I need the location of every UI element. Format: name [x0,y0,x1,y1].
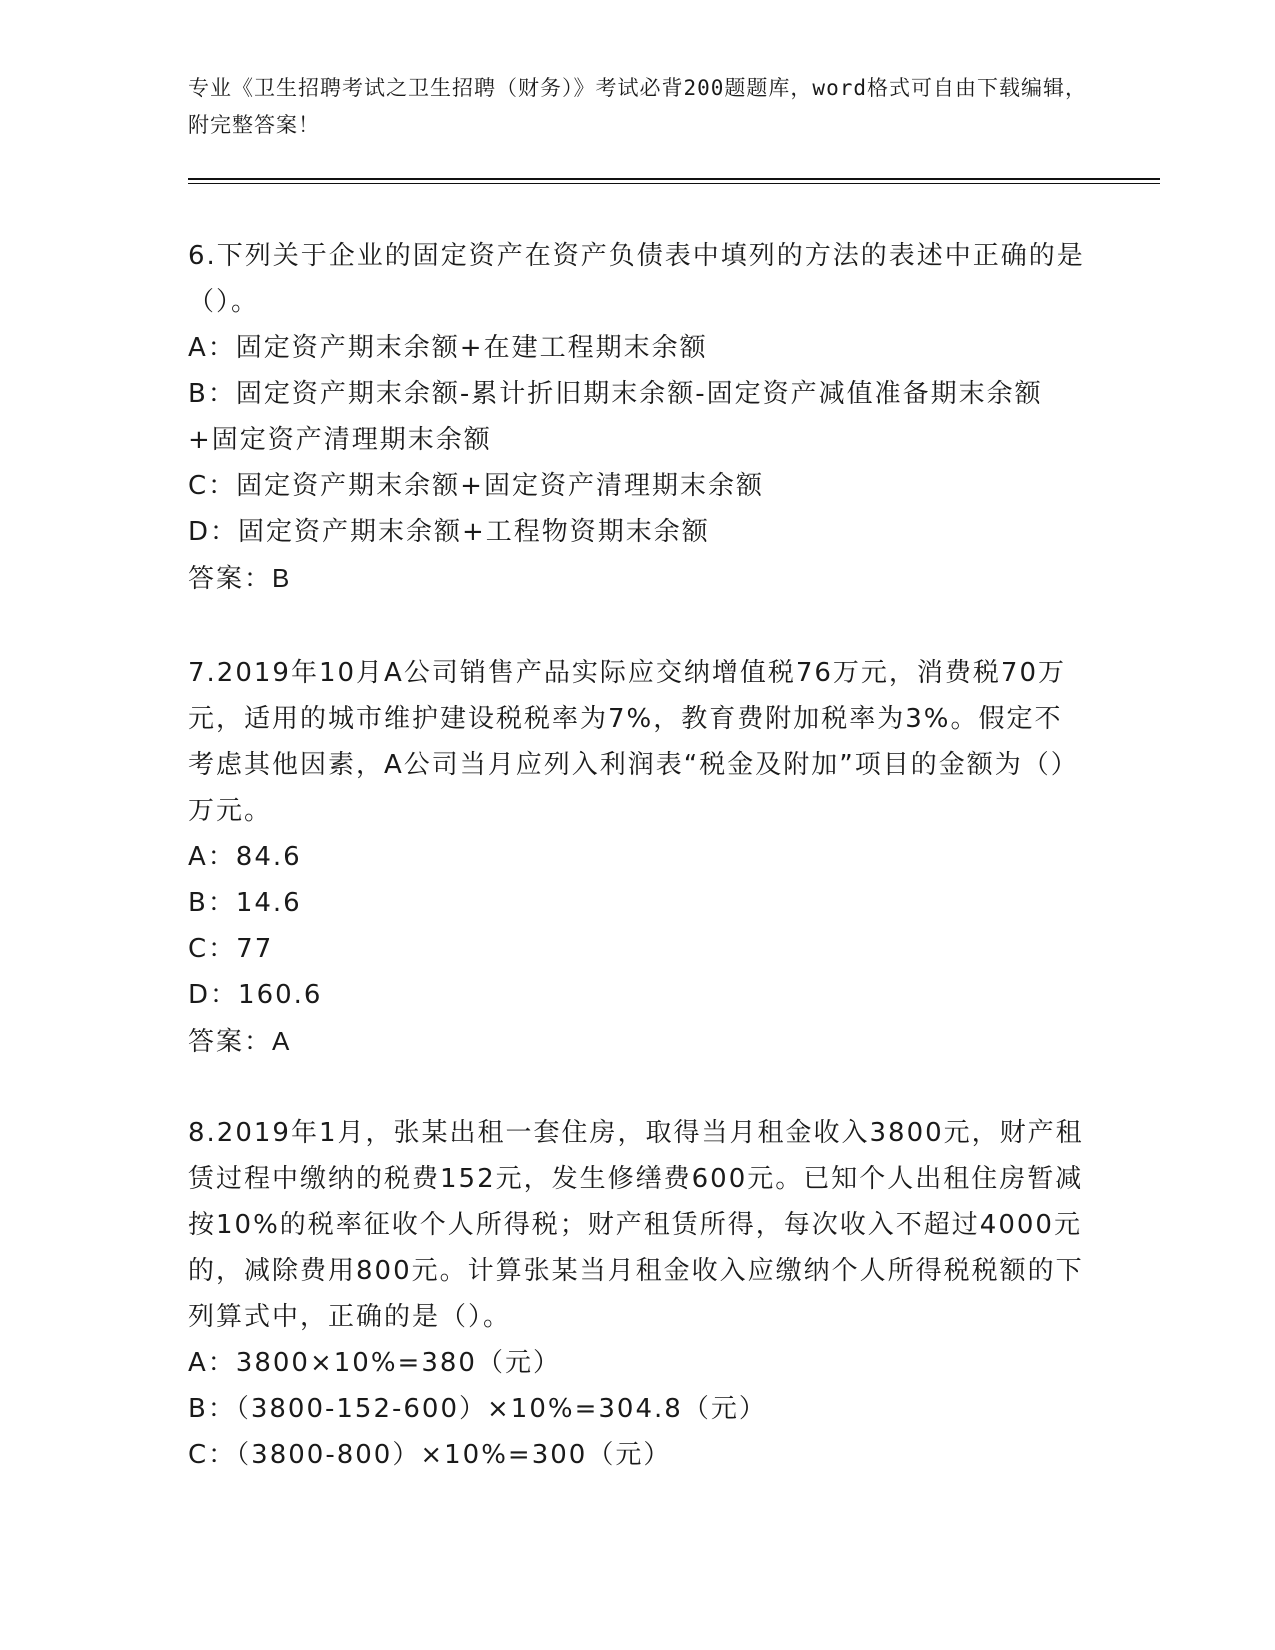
header-divider [188,178,1160,184]
option-a: A：3800×10%=380（元） [188,1348,561,1378]
option-b: B：14.6 [188,888,302,918]
option-a: A：固定资产期末余额+在建工程期末余额 [188,333,708,363]
question-7 [188,650,1088,1064]
question-6 [188,233,1088,601]
question-8 [188,1110,1088,1478]
option-b: B：（3800-152-600）×10%=304.8（元） [188,1394,767,1424]
option-b: B：固定资产期末余额-累计折旧期末余额-固定资产减值准备期末余额+固定资产清理期末余额 [188,379,1043,455]
question-stem: 8.2019年1月，张某出租一套住房，取得当月租金收入3800元，财产租赁过程中缴纳的税费152元，发生修缮费600元。已知个人出租住房暂减按10%的税率征收个人所得税；财产租赁所得，每次收入不超过4000元的，减除费用800元。计算张某当月租金收入应缴纳个人所得税税额的下列算式中，正确的是（）。 [188,1118,1084,1332]
option-d: D：160.6 [188,980,323,1010]
option-c: C：77 [188,934,274,964]
divider-thick-line [188,178,1160,180]
option-d: D：固定资产期末余额+工程物资期末余额 [188,517,710,547]
option-c: C：固定资产期末余额+固定资产清理期末余额 [188,471,764,501]
option-a: A：84.6 [188,842,302,872]
question-stem: 6.下列关于企业的固定资产在资产负债表中填列的方法的表述中正确的是（）。 [188,241,1085,317]
option-c: C：（3800-800）×10%=300（元） [188,1440,672,1470]
answer-line: 答案：B [188,563,292,593]
answer-line: 答案：A [188,1026,292,1056]
question-stem: 7.2019年10月A公司销售产品实际应交纳增值税76万元，消费税70万元，适用的城市维护建设税税率为7%，教育费附加税率为3%。假定不考虑其他因素，A公司当月应列入利润表“税金及附加”项目的金额为（）万元。 [188,658,1079,826]
document-page [188,70,1088,144]
document-header-text: 专业《卫生招聘考试之卫生招聘（财务）》考试必背200题题库，word格式可自由下载编辑，附完整答案！ [188,76,1087,137]
divider-thin-line [188,183,1160,184]
